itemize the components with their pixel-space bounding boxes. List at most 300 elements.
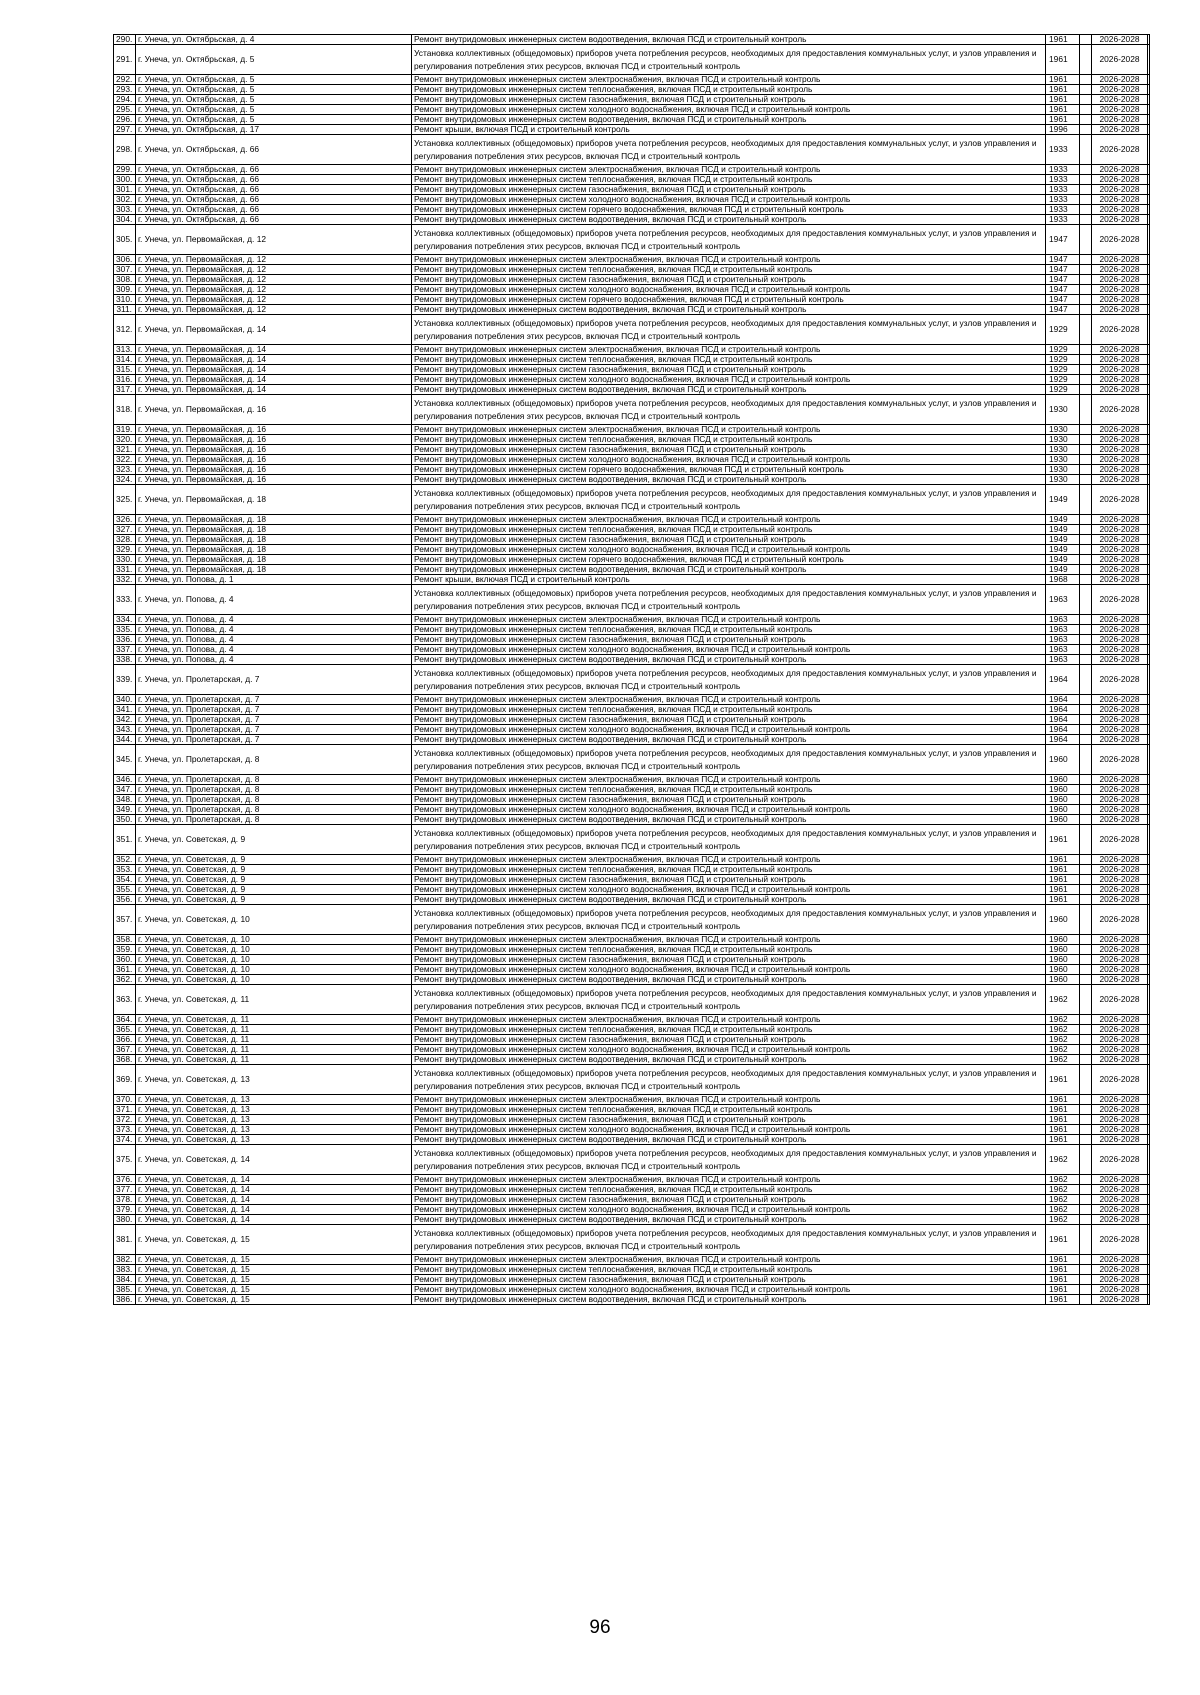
build-year-cell: 1930 [1046,435,1080,445]
table-row [114,285,1150,295]
work-description-cell: Ремонт внутридомовых инженерных систем холодного водоснабжения, включая ПСД и строительный контроль [412,1205,1046,1215]
planned-period-cell: 2026-2028 [1092,1015,1148,1025]
table-row [114,615,1150,625]
address-cell: г. Унеча, ул. Пролетарская, д. 7 [136,705,412,715]
empty-cell [1148,295,1150,305]
table-row [114,435,1150,445]
build-year-cell: 1933 [1046,185,1080,195]
work-description-cell: Ремонт крыши, включая ПСД и строительный контроль [412,125,1046,135]
work-description-cell: Ремонт внутридомовых инженерных систем теплоснабжения, включая ПСД и строительный контроль [412,865,1046,875]
address-cell: г. Унеча, ул. Советская, д. 13 [136,1135,412,1145]
row-number: 328. [114,535,136,545]
row-number: 296. [114,115,136,125]
empty-cell [1148,115,1150,125]
planned-period-cell: 2026-2028 [1092,1055,1148,1065]
planned-period-cell: 2026-2028 [1092,1035,1148,1045]
empty-cell [1080,615,1092,625]
address-cell: г. Унеча, ул. Первомайская, д. 16 [136,425,412,435]
empty-cell [1148,795,1150,805]
empty-cell [1148,1255,1150,1265]
empty-cell [1080,815,1092,825]
empty-cell [1148,775,1150,785]
planned-period-cell: 2026-2028 [1092,1025,1148,1035]
empty-cell [1148,705,1150,715]
planned-period-cell: 2026-2028 [1092,215,1148,225]
work-description-cell: Ремонт внутридомовых инженерных систем водоотведения, включая ПСД и строительный контроль [412,305,1046,315]
planned-period-cell: 2026-2028 [1092,195,1148,205]
empty-cell [1080,715,1092,725]
repair-schedule-table [113,34,1150,1305]
table-row [114,1115,1150,1125]
work-description-cell: Ремонт внутридомовых инженерных систем холодного водоснабжения, включая ПСД и строительный контроль [412,285,1046,295]
work-description-cell: Установка коллективных (общедомовых) приборов учета потребления ресурсов, необходимых для предоставления коммунальных услуг, и узлов управления и регулирования потребления этих ресурсов, включая ПСД и строительный контроль [412,395,1046,425]
table-row [114,735,1150,745]
row-number: 374. [114,1135,136,1145]
row-number: 359. [114,945,136,955]
table-row [114,525,1150,535]
build-year-cell: 1961 [1046,855,1080,865]
work-description-cell: Установка коллективных (общедомовых) приборов учета потребления ресурсов, необходимых для предоставления коммунальных услуг, и узлов управления и регулирования потребления этих ресурсов, включая ПСД и строительный контроль [412,665,1046,695]
empty-cell [1080,455,1092,465]
build-year-cell: 1929 [1046,385,1080,395]
build-year-cell: 1947 [1046,295,1080,305]
empty-cell [1148,1055,1150,1065]
address-cell: г. Унеча, ул. Пролетарская, д. 7 [136,725,412,735]
build-year-cell: 1933 [1046,215,1080,225]
row-number: 338. [114,655,136,665]
planned-period-cell: 2026-2028 [1092,1105,1148,1115]
build-year-cell: 1962 [1046,1015,1080,1025]
work-description-cell: Ремонт внутридомовых инженерных систем электроснабжения, включая ПСД и строительный контроль [412,615,1046,625]
empty-cell [1148,805,1150,815]
row-number: 363. [114,985,136,1015]
work-description-cell: Ремонт внутридомовых инженерных систем водоотведения, включая ПСД и строительный контроль [412,735,1046,745]
empty-cell [1148,355,1150,365]
work-description-cell: Ремонт внутридомовых инженерных систем теплоснабжения, включая ПСД и строительный контроль [412,1265,1046,1275]
table-row [114,205,1150,215]
build-year-cell: 1968 [1046,575,1080,585]
build-year-cell: 1949 [1046,525,1080,535]
planned-period-cell: 2026-2028 [1092,275,1148,285]
build-year-cell: 1947 [1046,275,1080,285]
empty-cell [1080,205,1092,215]
planned-period-cell: 2026-2028 [1092,745,1148,775]
work-description-cell: Ремонт внутридомовых инженерных систем газоснабжения, включая ПСД и строительный контроль [412,185,1046,195]
build-year-cell: 1963 [1046,655,1080,665]
table-row [114,275,1150,285]
row-number: 299. [114,165,136,175]
empty-cell [1080,775,1092,785]
planned-period-cell: 2026-2028 [1092,305,1148,315]
empty-cell [1080,45,1092,75]
address-cell: г. Унеча, ул. Попова, д. 4 [136,615,412,625]
planned-period-cell: 2026-2028 [1092,295,1148,305]
work-description-cell: Ремонт внутридомовых инженерных систем теплоснабжения, включая ПСД и строительный контроль [412,785,1046,795]
work-description-cell: Ремонт внутридомовых инженерных систем электроснабжения, включая ПСД и строительный контроль [412,345,1046,355]
work-description-cell: Ремонт внутридомовых инженерных систем электроснабжения, включая ПСД и строительный контроль [412,425,1046,435]
row-number: 316. [114,375,136,385]
empty-cell [1080,215,1092,225]
planned-period-cell: 2026-2028 [1092,585,1148,615]
table-row [114,725,1150,735]
planned-period-cell: 2026-2028 [1092,1255,1148,1265]
row-number: 371. [114,1105,136,1115]
build-year-cell: 1961 [1046,1125,1080,1135]
empty-cell [1148,575,1150,585]
row-number: 318. [114,395,136,425]
table-row [114,555,1150,565]
table-row [114,655,1150,665]
empty-cell [1080,895,1092,905]
table-row [114,1125,1150,1135]
planned-period-cell: 2026-2028 [1092,865,1148,875]
table-row [114,395,1150,425]
build-year-cell: 1929 [1046,345,1080,355]
row-number: 372. [114,1115,136,1125]
work-description-cell: Ремонт внутридомовых инженерных систем электроснабжения, включая ПСД и строительный контроль [412,1255,1046,1265]
work-description-cell: Ремонт внутридомовых инженерных систем теплоснабжения, включая ПСД и строительный контроль [412,525,1046,535]
empty-cell [1080,525,1092,535]
table-row [114,935,1150,945]
planned-period-cell: 2026-2028 [1092,775,1148,785]
planned-period-cell: 2026-2028 [1092,855,1148,865]
row-number: 344. [114,735,136,745]
row-number: 351. [114,825,136,855]
address-cell: г. Унеча, ул. Первомайская, д. 14 [136,315,412,345]
empty-cell [1080,565,1092,575]
row-number: 293. [114,85,136,95]
empty-cell [1148,1225,1150,1255]
work-description-cell: Ремонт внутридомовых инженерных систем газоснабжения, включая ПСД и строительный контроль [412,795,1046,805]
address-cell: г. Унеча, ул. Первомайская, д. 16 [136,475,412,485]
empty-cell [1148,185,1150,195]
empty-cell [1080,1025,1092,1035]
table-row [114,785,1150,795]
planned-period-cell: 2026-2028 [1092,1125,1148,1135]
planned-period-cell: 2026-2028 [1092,1205,1148,1215]
work-description-cell: Ремонт внутридомовых инженерных систем электроснабжения, включая ПСД и строительный контроль [412,1095,1046,1105]
empty-cell [1148,655,1150,665]
work-description-cell: Ремонт внутридомовых инженерных систем электроснабжения, включая ПСД и строительный контроль [412,1015,1046,1025]
work-description-cell: Ремонт внутридомовых инженерных систем водоотведения, включая ПСД и строительный контроль [412,1135,1046,1145]
work-description-cell: Ремонт внутридомовых инженерных систем газоснабжения, включая ПСД и строительный контроль [412,635,1046,645]
planned-period-cell: 2026-2028 [1092,1275,1148,1285]
empty-cell [1148,865,1150,875]
empty-cell [1080,695,1092,705]
planned-period-cell: 2026-2028 [1092,375,1148,385]
address-cell: г. Унеча, ул. Пролетарская, д. 7 [136,715,412,725]
row-number: 314. [114,355,136,365]
work-description-cell: Установка коллективных (общедомовых) приборов учета потребления ресурсов, необходимых для предоставления коммунальных услуг, и узлов управления и регулирования потребления этих ресурсов, включая ПСД и строительный контроль [412,825,1046,855]
empty-cell [1148,1175,1150,1185]
address-cell: г. Унеча, ул. Первомайская, д. 16 [136,445,412,455]
build-year-cell: 1930 [1046,475,1080,485]
row-number: 294. [114,95,136,105]
build-year-cell: 1961 [1046,1295,1080,1305]
address-cell: г. Унеча, ул. Советская, д. 10 [136,975,412,985]
empty-cell [1080,1105,1092,1115]
row-number: 377. [114,1185,136,1195]
work-description-cell: Ремонт внутридомовых инженерных систем теплоснабжения, включая ПСД и строительный контроль [412,705,1046,715]
empty-cell [1080,1145,1092,1175]
empty-cell [1148,1215,1150,1225]
empty-cell [1080,315,1092,345]
empty-cell [1080,115,1092,125]
work-description-cell: Ремонт внутридомовых инженерных систем горячего водоснабжения, включая ПСД и строительный контроль [412,465,1046,475]
table-row [114,1175,1150,1185]
empty-cell [1148,785,1150,795]
address-cell: г. Унеча, ул. Первомайская, д. 16 [136,465,412,475]
work-description-cell: Ремонт внутридомовых инженерных систем холодного водоснабжения, включая ПСД и строительный контроль [412,375,1046,385]
address-cell: г. Унеча, ул. Пролетарская, д. 8 [136,745,412,775]
address-cell: г. Унеча, ул. Октябрьская, д. 5 [136,85,412,95]
empty-cell [1148,855,1150,865]
table-row [114,375,1150,385]
build-year-cell: 1930 [1046,455,1080,465]
empty-cell [1148,825,1150,855]
build-year-cell: 1963 [1046,645,1080,655]
empty-cell [1148,555,1150,565]
table-row [114,355,1150,365]
empty-cell [1148,485,1150,515]
address-cell: г. Унеча, ул. Первомайская, д. 18 [136,485,412,515]
empty-cell [1148,1125,1150,1135]
row-number: 334. [114,615,136,625]
address-cell: г. Унеча, ул. Советская, д. 11 [136,1035,412,1045]
planned-period-cell: 2026-2028 [1092,805,1148,815]
address-cell: г. Унеча, ул. Советская, д. 10 [136,935,412,945]
table-row [114,135,1150,165]
work-description-cell: Ремонт внутридомовых инженерных систем водоотведения, включая ПСД и строительный контроль [412,1055,1046,1065]
planned-period-cell: 2026-2028 [1092,1115,1148,1125]
planned-period-cell: 2026-2028 [1092,35,1148,45]
build-year-cell: 1961 [1046,115,1080,125]
empty-cell [1148,125,1150,135]
address-cell: г. Унеча, ул. Первомайская, д. 14 [136,345,412,355]
build-year-cell: 1961 [1046,45,1080,75]
empty-cell [1148,1025,1150,1035]
empty-cell [1080,1095,1092,1105]
planned-period-cell: 2026-2028 [1092,1295,1148,1305]
row-number: 333. [114,585,136,615]
address-cell: г. Унеча, ул. Октябрьская, д. 5 [136,45,412,75]
work-description-cell: Ремонт внутридомовых инженерных систем водоотведения, включая ПСД и строительный контроль [412,115,1046,125]
work-description-cell: Ремонт внутридомовых инженерных систем водоотведения, включая ПСД и строительный контроль [412,655,1046,665]
table-row [114,1285,1150,1295]
address-cell: г. Унеча, ул. Советская, д. 9 [136,875,412,885]
row-number: 362. [114,975,136,985]
planned-period-cell: 2026-2028 [1092,395,1148,425]
address-cell: г. Унеча, ул. Первомайская, д. 14 [136,355,412,365]
empty-cell [1080,515,1092,525]
address-cell: г. Унеча, ул. Первомайская, д. 14 [136,385,412,395]
address-cell: г. Унеча, ул. Советская, д. 14 [136,1195,412,1205]
table-row [114,895,1150,905]
build-year-cell: 1960 [1046,795,1080,805]
empty-cell [1148,625,1150,635]
row-number: 355. [114,885,136,895]
table-row [114,215,1150,225]
row-number: 312. [114,315,136,345]
empty-cell [1148,1295,1150,1305]
work-description-cell: Ремонт внутридомовых инженерных систем электроснабжения, включая ПСД и строительный контроль [412,1175,1046,1185]
table-row [114,855,1150,865]
table-row [114,185,1150,195]
row-number: 310. [114,295,136,305]
work-description-cell: Установка коллективных (общедомовых) приборов учета потребления ресурсов, необходимых для предоставления коммунальных услуг, и узлов управления и регулирования потребления этих ресурсов, включая ПСД и строительный контроль [412,225,1046,255]
table-row [114,975,1150,985]
empty-cell [1080,135,1092,165]
table-row [114,265,1150,275]
empty-cell [1148,45,1150,75]
empty-cell [1148,165,1150,175]
empty-cell [1080,125,1092,135]
empty-cell [1148,135,1150,165]
row-number: 366. [114,1035,136,1045]
empty-cell [1080,1225,1092,1255]
build-year-cell: 1964 [1046,735,1080,745]
empty-cell [1080,745,1092,775]
empty-cell [1080,175,1092,185]
work-description-cell: Ремонт внутридомовых инженерных систем теплоснабжения, включая ПСД и строительный контроль [412,435,1046,445]
empty-cell [1080,165,1092,175]
address-cell: г. Унеча, ул. Советская, д. 14 [136,1215,412,1225]
address-cell: г. Унеча, ул. Первомайская, д. 14 [136,365,412,375]
address-cell: г. Унеча, ул. Советская, д. 15 [136,1275,412,1285]
empty-cell [1148,375,1150,385]
build-year-cell: 1961 [1046,35,1080,45]
build-year-cell: 1961 [1046,875,1080,885]
empty-cell [1080,1195,1092,1205]
empty-cell [1080,1175,1092,1185]
planned-period-cell: 2026-2028 [1092,75,1148,85]
build-year-cell: 1930 [1046,395,1080,425]
planned-period-cell: 2026-2028 [1092,1095,1148,1105]
planned-period-cell: 2026-2028 [1092,895,1148,905]
empty-cell [1148,1105,1150,1115]
build-year-cell: 1962 [1046,1205,1080,1215]
work-description-cell: Ремонт внутридомовых инженерных систем холодного водоснабжения, включая ПСД и строительный контроль [412,1045,1046,1055]
empty-cell [1080,865,1092,875]
address-cell: г. Унеча, ул. Советская, д. 15 [136,1255,412,1265]
row-number: 313. [114,345,136,355]
address-cell: г. Унеча, ул. Первомайская, д. 12 [136,225,412,255]
empty-cell [1148,475,1150,485]
table-row [114,1185,1150,1195]
row-number: 295. [114,105,136,115]
planned-period-cell: 2026-2028 [1092,725,1148,735]
build-year-cell: 1930 [1046,445,1080,455]
row-number: 336. [114,635,136,645]
table-row [114,305,1150,315]
empty-cell [1080,445,1092,455]
planned-period-cell: 2026-2028 [1092,525,1148,535]
address-cell: г. Унеча, ул. Советская, д. 11 [136,1045,412,1055]
table-row [114,1135,1150,1145]
work-description-cell: Установка коллективных (общедомовых) приборов учета потребления ресурсов, необходимых для предоставления коммунальных услуг, и узлов управления и регулирования потребления этих ресурсов, включая ПСД и строительный контроль [412,985,1046,1015]
work-description-cell: Ремонт внутридомовых инженерных систем холодного водоснабжения, включая ПСД и строительный контроль [412,105,1046,115]
empty-cell [1080,735,1092,745]
address-cell: г. Унеча, ул. Попова, д. 4 [136,655,412,665]
work-description-cell: Ремонт внутридомовых инженерных систем холодного водоснабжения, включая ПСД и строительный контроль [412,805,1046,815]
work-description-cell: Ремонт внутридомовых инженерных систем водоотведения, включая ПСД и строительный контроль [412,35,1046,45]
address-cell: г. Унеча, ул. Октябрьская, д. 66 [136,215,412,225]
work-description-cell: Установка коллективных (общедомовых) приборов учета потребления ресурсов, необходимых для предоставления коммунальных услуг, и узлов управления и регулирования потребления этих ресурсов, включая ПСД и строительный контроль [412,315,1046,345]
empty-cell [1080,1185,1092,1195]
empty-cell [1148,465,1150,475]
row-number: 301. [114,185,136,195]
address-cell: г. Унеча, ул. Советская, д. 14 [136,1205,412,1215]
address-cell: г. Унеча, ул. Первомайская, д. 18 [136,515,412,525]
planned-period-cell: 2026-2028 [1092,565,1148,575]
planned-period-cell: 2026-2028 [1092,1285,1148,1295]
build-year-cell: 1949 [1046,485,1080,515]
empty-cell [1080,295,1092,305]
work-description-cell: Ремонт внутридомовых инженерных систем холодного водоснабжения, включая ПСД и строительный контроль [412,1125,1046,1135]
planned-period-cell: 2026-2028 [1092,795,1148,805]
build-year-cell: 1933 [1046,135,1080,165]
address-cell: г. Унеча, ул. Советская, д. 14 [136,1185,412,1195]
work-description-cell: Ремонт внутридомовых инженерных систем газоснабжения, включая ПСД и строительный контроль [412,445,1046,455]
empty-cell [1148,345,1150,355]
empty-cell [1080,905,1092,935]
build-year-cell: 1963 [1046,625,1080,635]
planned-period-cell: 2026-2028 [1092,635,1148,645]
table-row [114,1105,1150,1115]
planned-period-cell: 2026-2028 [1092,435,1148,445]
work-description-cell: Ремонт внутридомовых инженерных систем водоотведения, включая ПСД и строительный контроль [412,815,1046,825]
planned-period-cell: 2026-2028 [1092,315,1148,345]
empty-cell [1148,455,1150,465]
planned-period-cell: 2026-2028 [1092,105,1148,115]
table-row [114,945,1150,955]
row-number: 324. [114,475,136,485]
build-year-cell: 1961 [1046,1225,1080,1255]
empty-cell [1080,95,1092,105]
work-description-cell: Ремонт внутридомовых инженерных систем теплоснабжения, включая ПСД и строительный контроль [412,175,1046,185]
empty-cell [1080,1015,1092,1025]
empty-cell [1080,875,1092,885]
empty-cell [1148,745,1150,775]
build-year-cell: 1947 [1046,265,1080,275]
empty-cell [1080,305,1092,315]
build-year-cell: 1962 [1046,1215,1080,1225]
work-description-cell: Ремонт внутридомовых инженерных систем теплоснабжения, включая ПСД и строительный контроль [412,1105,1046,1115]
build-year-cell: 1933 [1046,165,1080,175]
address-cell: г. Унеча, ул. Первомайская, д. 16 [136,435,412,445]
empty-cell [1148,445,1150,455]
build-year-cell: 1964 [1046,715,1080,725]
table-row [114,1035,1150,1045]
empty-cell [1148,275,1150,285]
empty-cell [1148,815,1150,825]
empty-cell [1080,885,1092,895]
empty-cell [1080,985,1092,1015]
empty-cell [1148,515,1150,525]
address-cell: г. Унеча, ул. Октябрьская, д. 5 [136,105,412,115]
empty-cell [1080,255,1092,265]
build-year-cell: 1947 [1046,285,1080,295]
address-cell: г. Унеча, ул. Октябрьская, д. 66 [136,185,412,195]
work-description-cell: Ремонт внутридомовых инженерных систем водоотведения, включая ПСД и строительный контроль [412,475,1046,485]
row-number: 341. [114,705,136,715]
empty-cell [1148,895,1150,905]
build-year-cell: 1949 [1046,535,1080,545]
row-number: 346. [114,775,136,785]
work-description-cell: Ремонт внутридомовых инженерных систем водоотведения, включая ПСД и строительный контроль [412,565,1046,575]
address-cell: г. Унеча, ул. Первомайская, д. 18 [136,525,412,535]
empty-cell [1148,535,1150,545]
